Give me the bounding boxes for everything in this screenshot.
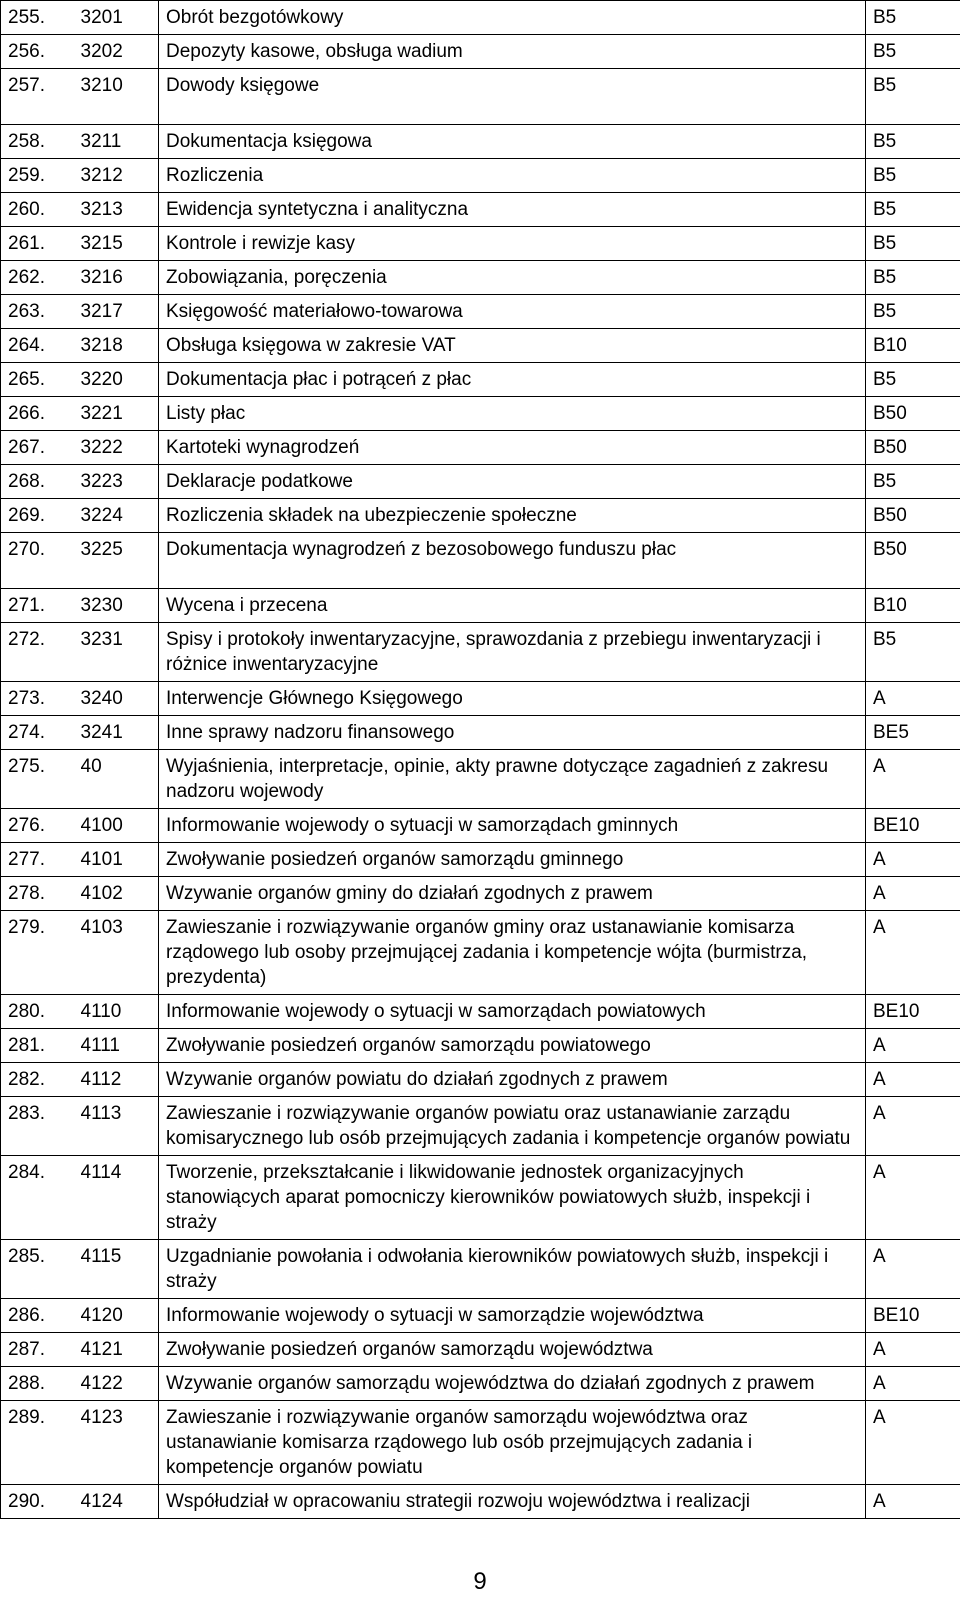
table-row: [1, 397, 960, 431]
archival-category: B5: [866, 227, 960, 261]
record-title: Zawieszanie i rozwiązywanie organów powiatu oraz ustanawianie zarządu komisarycznego lub osób przejmujących zadania i kompetencje organów powiatu: [159, 1097, 866, 1156]
table-row: [1, 623, 960, 682]
archival-category: A: [866, 1029, 960, 1063]
row-number: 255.: [1, 1, 81, 35]
row-number: 290.: [1, 1485, 81, 1519]
row-number: 289.: [1, 1401, 81, 1485]
record-symbol: 3221: [81, 397, 159, 431]
table-row: [1, 1333, 960, 1367]
table-row: [1, 589, 960, 623]
record-symbol: 3224: [81, 499, 159, 533]
record-title: Inne sprawy nadzoru finansowego: [159, 716, 866, 750]
row-number: 268.: [1, 465, 81, 499]
row-number: 278.: [1, 877, 81, 911]
record-symbol: 3218: [81, 329, 159, 363]
record-title: Zawieszanie i rozwiązywanie organów gminy oraz ustanawianie komisarza rządowego lub osoby przejmującej zadania i kompetencje wójta (burmistrza, prezydenta): [159, 911, 866, 995]
table-row: [1, 1367, 960, 1401]
record-symbol: 3225: [81, 533, 159, 589]
archival-category: B5: [866, 261, 960, 295]
archival-category: BE10: [866, 809, 960, 843]
record-symbol: 4124: [81, 1485, 159, 1519]
record-symbol: 4112: [81, 1063, 159, 1097]
archival-category: B5: [866, 35, 960, 69]
record-title: Współudział w opracowaniu strategii rozwoju województwa i realizacji: [159, 1485, 866, 1519]
table-row: [1, 1156, 960, 1240]
record-symbol: 4110: [81, 995, 159, 1029]
archival-category: BE5: [866, 716, 960, 750]
archival-category: B5: [866, 363, 960, 397]
record-title: Deklaracje podatkowe: [159, 465, 866, 499]
record-title: Zwoływanie posiedzeń organów samorządu województwa: [159, 1333, 866, 1367]
row-number: 266.: [1, 397, 81, 431]
row-number: 283.: [1, 1097, 81, 1156]
record-symbol: 3220: [81, 363, 159, 397]
record-title: Kontrole i rewizje kasy: [159, 227, 866, 261]
table-row: [1, 1299, 960, 1333]
archival-category: B5: [866, 623, 960, 682]
table-row: [1, 716, 960, 750]
row-number: 264.: [1, 329, 81, 363]
record-symbol: 40: [81, 750, 159, 809]
archival-category: A: [866, 843, 960, 877]
record-title: Wycena i przecena: [159, 589, 866, 623]
archival-category: A: [866, 1367, 960, 1401]
archival-category: B5: [866, 125, 960, 159]
archival-category: A: [866, 877, 960, 911]
row-number: 274.: [1, 716, 81, 750]
row-number: 267.: [1, 431, 81, 465]
row-number: 275.: [1, 750, 81, 809]
archival-category: A: [866, 911, 960, 995]
record-title: Wzywanie organów samorządu województwa do działań zgodnych z prawem: [159, 1367, 866, 1401]
record-title: Wzywanie organów gminy do działań zgodnych z prawem: [159, 877, 866, 911]
record-title: Dokumentacja księgowa: [159, 125, 866, 159]
row-number: 284.: [1, 1156, 81, 1240]
page-number: 9: [473, 1568, 487, 1595]
archival-category: A: [866, 1333, 960, 1367]
archival-category: B5: [866, 193, 960, 227]
archival-category: A: [866, 682, 960, 716]
row-number: 273.: [1, 682, 81, 716]
record-symbol: 4100: [81, 809, 159, 843]
table-row: [1, 877, 960, 911]
record-title: Rozliczenia składek na ubezpieczenie społeczne: [159, 499, 866, 533]
row-number: 263.: [1, 295, 81, 329]
record-symbol: 4122: [81, 1367, 159, 1401]
table-row: [1, 1029, 960, 1063]
record-symbol: 3212: [81, 159, 159, 193]
record-title: Kartoteki wynagrodzeń: [159, 431, 866, 465]
record-symbol: 3210: [81, 69, 159, 125]
row-number: 271.: [1, 589, 81, 623]
row-number: 272.: [1, 623, 81, 682]
row-number: 265.: [1, 363, 81, 397]
record-title: Księgowość materiałowo-towarowa: [159, 295, 866, 329]
record-symbol: 3217: [81, 295, 159, 329]
archival-category: B50: [866, 431, 960, 465]
record-title: Informowanie wojewody o sytuacji w samorządzie województwa: [159, 1299, 866, 1333]
row-number: 269.: [1, 499, 81, 533]
record-symbol: 4102: [81, 877, 159, 911]
table-row: [1, 1240, 960, 1299]
row-number: 258.: [1, 125, 81, 159]
record-symbol: 3241: [81, 716, 159, 750]
table-row: [1, 533, 960, 589]
record-symbol: 3231: [81, 623, 159, 682]
row-number: 286.: [1, 1299, 81, 1333]
table-row: [1, 1401, 960, 1485]
record-title: Zawieszanie i rozwiązywanie organów samorządu województwa oraz ustanawianie komisarza rządowego lub osób przejmujących zadania i kompetencje organów powiatu: [159, 1401, 866, 1485]
archival-category: BE10: [866, 1299, 960, 1333]
row-number: 260.: [1, 193, 81, 227]
record-symbol: 3201: [81, 1, 159, 35]
table-row: [1, 227, 960, 261]
row-number: 288.: [1, 1367, 81, 1401]
row-number: 281.: [1, 1029, 81, 1063]
record-symbol: 3202: [81, 35, 159, 69]
archival-category: A: [866, 1156, 960, 1240]
record-symbol: 4123: [81, 1401, 159, 1485]
record-title: Obrót bezgotówkowy: [159, 1, 866, 35]
archival-category: B5: [866, 159, 960, 193]
record-symbol: 4101: [81, 843, 159, 877]
table-row: [1, 809, 960, 843]
record-title: Obsługa księgowa w zakresie VAT: [159, 329, 866, 363]
record-title: Dokumentacja płac i potrąceń z płac: [159, 363, 866, 397]
table-row: [1, 193, 960, 227]
record-symbol: 3230: [81, 589, 159, 623]
row-number: 280.: [1, 995, 81, 1029]
row-number: 285.: [1, 1240, 81, 1299]
table-row: [1, 1, 960, 35]
record-title: Informowanie wojewody o sytuacji w samorządach gminnych: [159, 809, 866, 843]
records-table-body: [1, 1, 960, 1519]
record-symbol: 3223: [81, 465, 159, 499]
table-row: [1, 329, 960, 363]
record-title: Tworzenie, przekształcanie i likwidowanie jednostek organizacyjnych stanowiących aparat pomocniczy kierowników powiatowych służb, inspekcji i straży: [159, 1156, 866, 1240]
record-title: Informowanie wojewody o sytuacji w samorządach powiatowych: [159, 995, 866, 1029]
archival-category: B10: [866, 589, 960, 623]
table-row: [1, 911, 960, 995]
archival-category: A: [866, 1097, 960, 1156]
archival-category: BE10: [866, 995, 960, 1029]
table-row: [1, 1485, 960, 1519]
table-row: [1, 363, 960, 397]
row-number: 279.: [1, 911, 81, 995]
record-symbol: 4113: [81, 1097, 159, 1156]
record-symbol: 4120: [81, 1299, 159, 1333]
record-title: Dowody księgowe: [159, 69, 866, 125]
table-row: [1, 995, 960, 1029]
row-number: 256.: [1, 35, 81, 69]
archival-category: B5: [866, 295, 960, 329]
table-row: [1, 750, 960, 809]
row-number: 287.: [1, 1333, 81, 1367]
record-symbol: 3216: [81, 261, 159, 295]
record-title: Listy płac: [159, 397, 866, 431]
row-number: 270.: [1, 533, 81, 589]
archival-category: A: [866, 750, 960, 809]
row-number: 277.: [1, 843, 81, 877]
record-title: Uzgadnianie powołania i odwołania kierowników powiatowych służb, inspekcji i straży: [159, 1240, 866, 1299]
record-title: Spisy i protokoły inwentaryzacyjne, sprawozdania z przebiegu inwentaryzacji i różnice inwentaryzacyjne: [159, 623, 866, 682]
archival-category: B5: [866, 465, 960, 499]
table-row: [1, 682, 960, 716]
record-title: Zwoływanie posiedzeń organów samorządu gminnego: [159, 843, 866, 877]
archival-category: B5: [866, 1, 960, 35]
table-row: [1, 1097, 960, 1156]
row-number: 262.: [1, 261, 81, 295]
record-symbol: 3240: [81, 682, 159, 716]
record-title: Ewidencja syntetyczna i analityczna: [159, 193, 866, 227]
table-row: [1, 499, 960, 533]
table-row: [1, 159, 960, 193]
record-title: Interwencje Głównego Księgowego: [159, 682, 866, 716]
table-row: [1, 843, 960, 877]
archival-category: B50: [866, 499, 960, 533]
record-symbol: 4121: [81, 1333, 159, 1367]
record-title: Dokumentacja wynagrodzeń z bezosobowego funduszu płac: [159, 533, 866, 589]
table-row: [1, 125, 960, 159]
archival-category: A: [866, 1240, 960, 1299]
record-title: Zobowiązania, poręczenia: [159, 261, 866, 295]
row-number: 282.: [1, 1063, 81, 1097]
archival-category: B5: [866, 69, 960, 125]
record-title: Rozliczenia: [159, 159, 866, 193]
record-title: Wyjaśnienia, interpretacje, opinie, akty prawne dotyczące zagadnień z zakresu nadzoru wojewody: [159, 750, 866, 809]
record-symbol: 4111: [81, 1029, 159, 1063]
row-number: 259.: [1, 159, 81, 193]
row-number: 276.: [1, 809, 81, 843]
archival-category: A: [866, 1063, 960, 1097]
record-title: Zwoływanie posiedzeń organów samorządu powiatowego: [159, 1029, 866, 1063]
table-row: [1, 1063, 960, 1097]
table-row: [1, 431, 960, 465]
record-symbol: 4103: [81, 911, 159, 995]
table-row: [1, 295, 960, 329]
archival-category: B50: [866, 397, 960, 431]
archival-category: A: [866, 1401, 960, 1485]
record-symbol: 3222: [81, 431, 159, 465]
table-row: [1, 35, 960, 69]
archival-category: B50: [866, 533, 960, 589]
record-title: Depozyty kasowe, obsługa wadium: [159, 35, 866, 69]
table-row: [1, 261, 960, 295]
record-symbol: 3211: [81, 125, 159, 159]
row-number: 257.: [1, 69, 81, 125]
table-row: [1, 465, 960, 499]
row-number: 261.: [1, 227, 81, 261]
archival-category: B10: [866, 329, 960, 363]
record-symbol: 3215: [81, 227, 159, 261]
table-row: [1, 69, 960, 125]
record-title: Wzywanie organów powiatu do działań zgodnych z prawem: [159, 1063, 866, 1097]
record-symbol: 4114: [81, 1156, 159, 1240]
record-symbol: 4115: [81, 1240, 159, 1299]
record-symbol: 3213: [81, 193, 159, 227]
archival-category: A: [866, 1485, 960, 1519]
